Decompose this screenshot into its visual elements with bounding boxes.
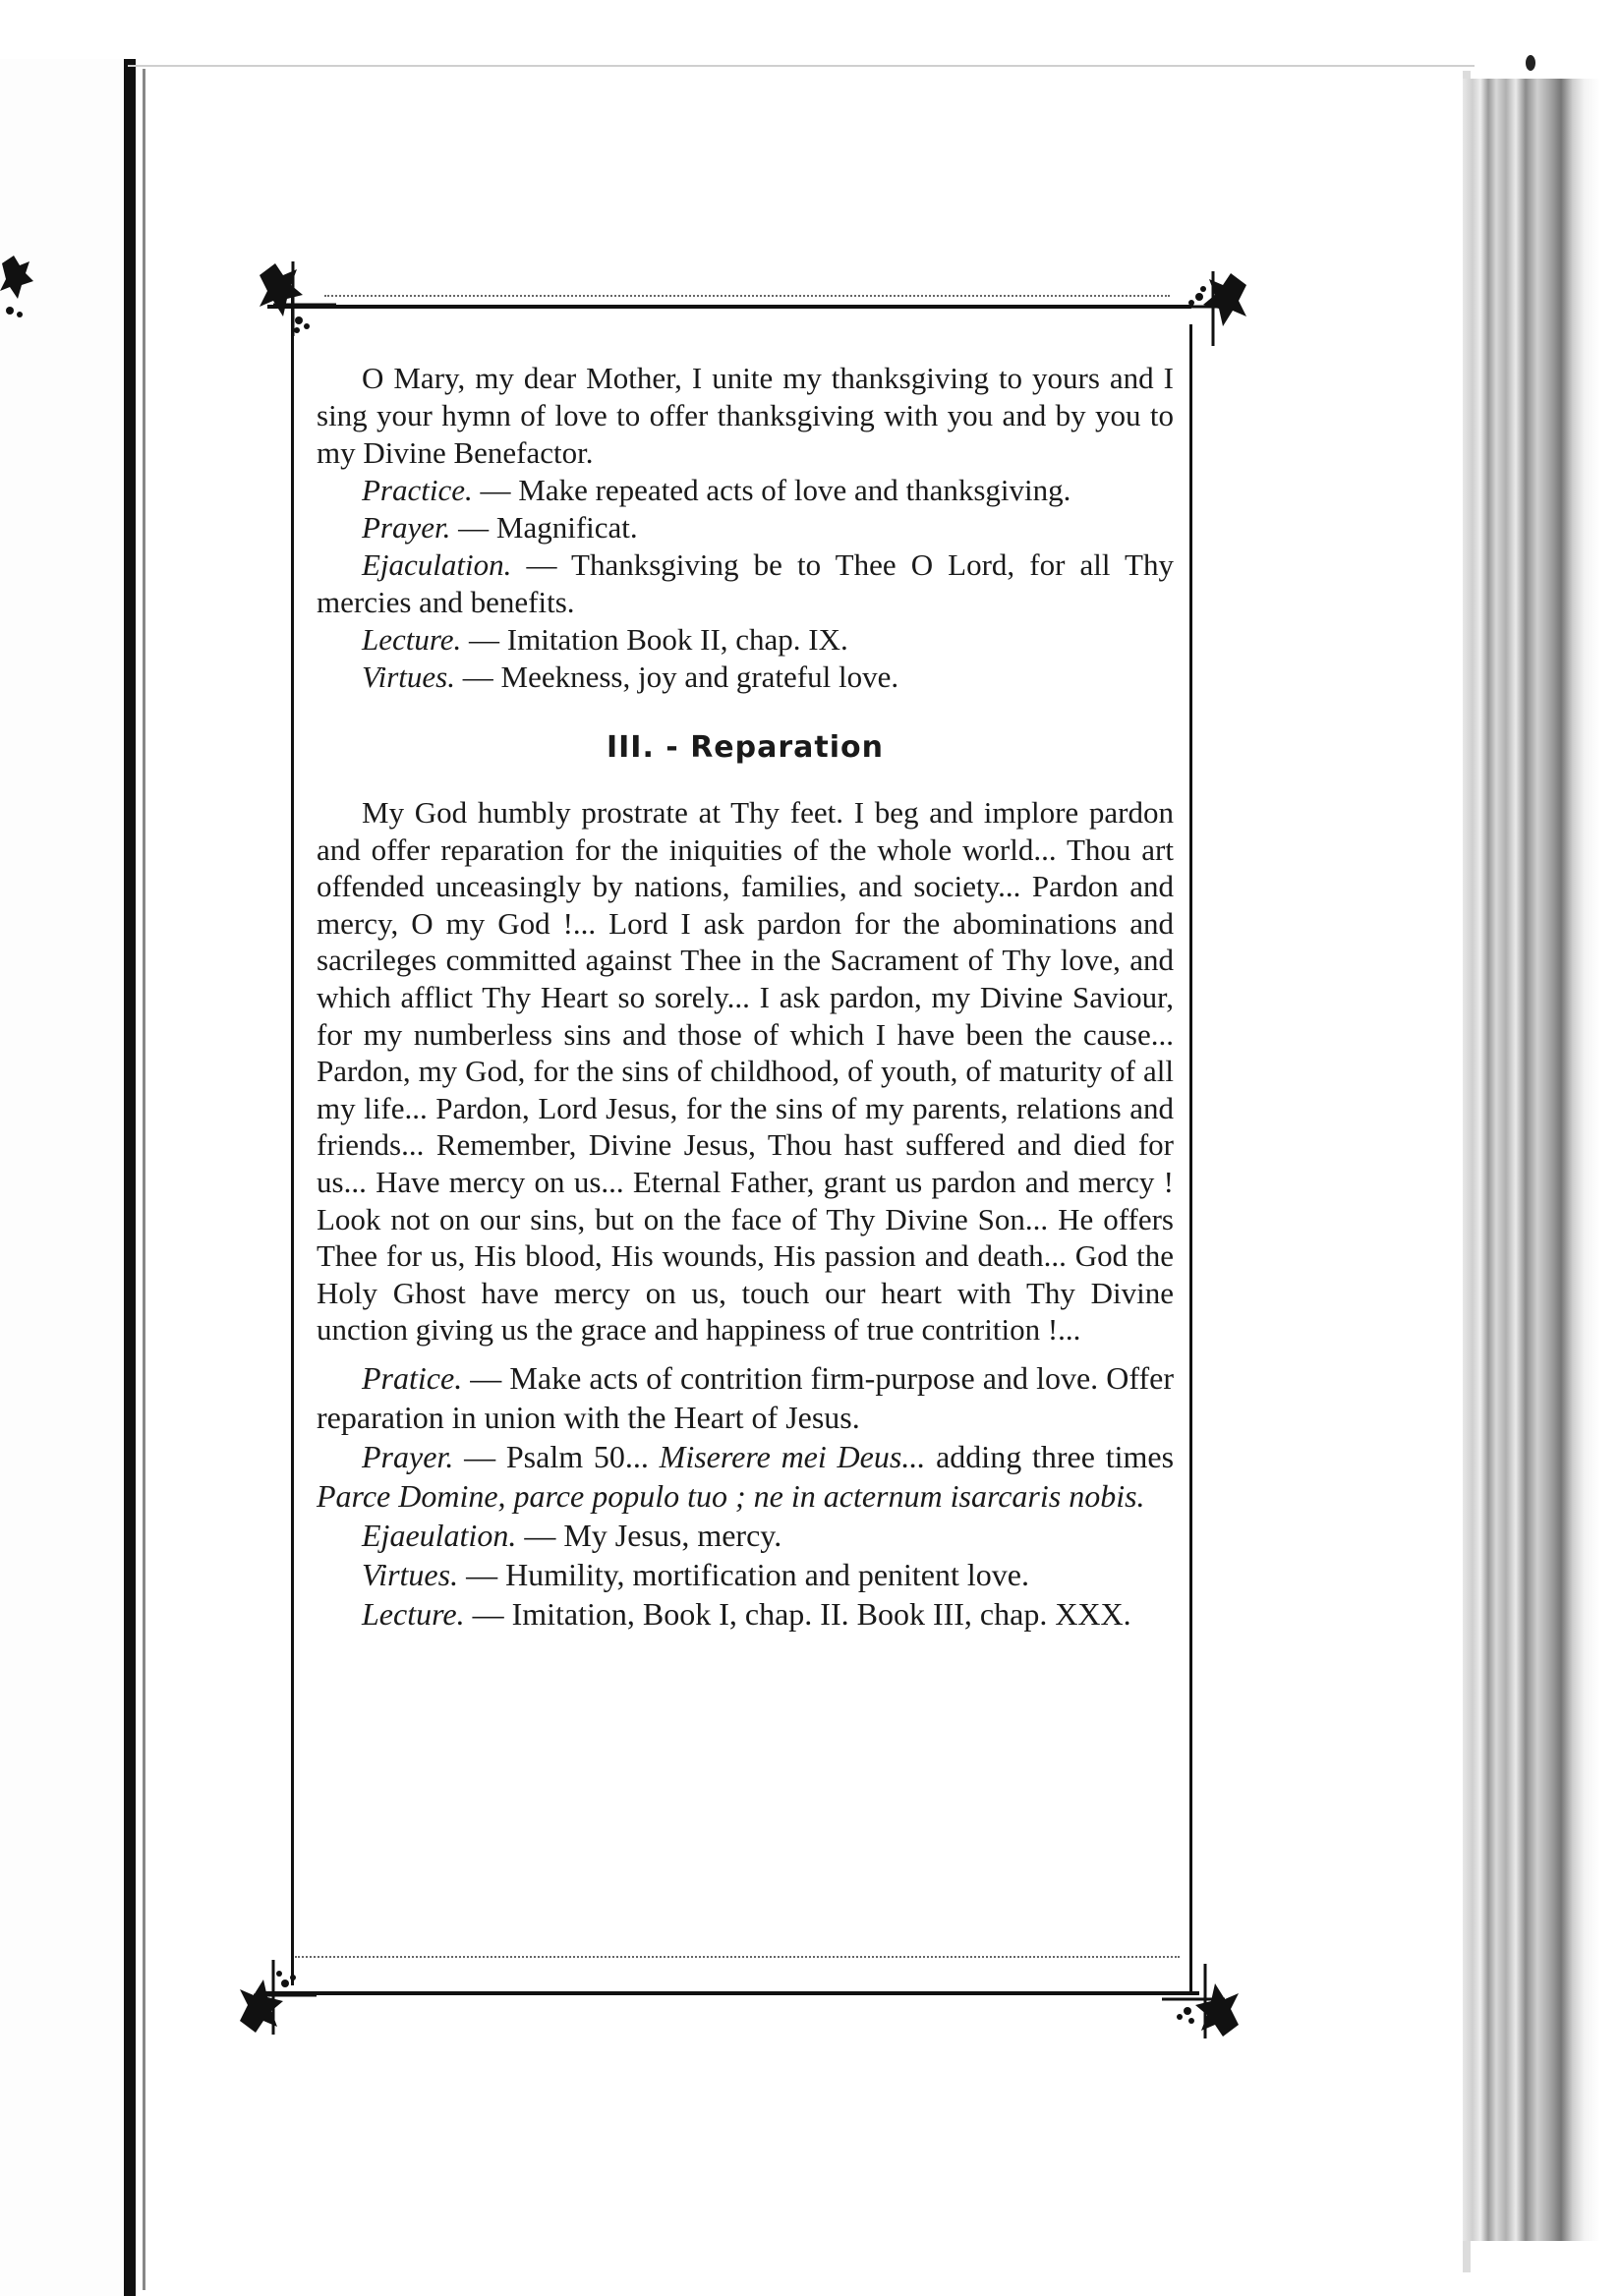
book-gutter [124,59,136,2296]
virtues-2-label: Virtues. [362,1556,459,1592]
frame-left-rule [291,295,294,1985]
page-text [317,360,1174,1634]
ejaculation-label: Ejaculation. [362,547,512,582]
practice-label: Practice. [362,473,473,507]
prayer-psalm-text-b: adding three times [925,1438,1175,1474]
prayer-psalm-label: Prayer. [362,1438,454,1474]
virtues-2-line [317,1555,1174,1594]
pratice-line [317,1358,1174,1437]
stacked-page-edges [1463,79,1620,2241]
practice-line [317,472,1174,509]
scan-top-margin [0,0,1620,67]
prayer-latin-a: Miserere mei Deus... [659,1438,926,1474]
prayer-latin-b: Parce Domine, parce populo tuo ; ne in acternum isarcaris nobis. [317,1477,1145,1514]
ejaculation-text: — Thanksgiving be to Thee O Lord, for all Thy mercies and benefits. [317,547,1174,619]
frame-bottom-rule [258,1991,1199,1995]
practice-text: — Make repeated acts of love and thanksgiving. [472,473,1071,507]
virtues-text: — Meekness, joy and grateful love. [455,660,899,694]
ejaculation-line [317,546,1174,621]
scan-mark [1526,55,1535,71]
lecture-label: Lecture. [362,622,462,657]
reparation-prayer-paragraph: My God humbly prostrate at Thy feet. I beg and implore pardon and offer reparation for the iniquities of the whole world... Thou art offended unceasingly by nations, families, and society... Pardon and mercy, O my God !... Lord I ask pardon for the abominations and sacrileges committed against Thee in the Sacrament of Thy love, and which afflict Thy Heart so sorely... I ask pardon, my Divine Saviour, for my numberless sins and those of which I have been the cause... Pardon, my God, for the sins of childhood, of youth, of maturity of all my life... Pardon, Lord Jesus, for the sins of my parents, relations and friends... Remember, Divine Jesus, Thou hast suffered and died for us... Have mercy on us... Eternal Father, grant us pardon and mercy ! Look not on our sins, but on the face of Thy Divine Son... He offers Thee for us, His blood, His wounds, His passion and death... God the Holy Ghost have mercy on us, touch our heart with Thy Divine unction giving us the grace and happiness of true contrition !... [317,795,1174,1348]
lecture-2-line [317,1594,1174,1634]
virtues-line [317,659,1174,696]
facing-page-ornament-icon [0,256,35,324]
virtues-label: Virtues. [362,660,455,694]
ejaeulation-text: — My Jesus, mercy. [516,1517,782,1553]
lecture-2-text: — Imitation, Book I, chap. II. Book III, chap. XXX. [464,1595,1131,1632]
lecture-line [317,621,1174,659]
lecture-text: — Imitation Book II, chap. IX. [461,622,848,657]
lecture-2-label: Lecture. [362,1595,465,1632]
prayer-psalm-line [317,1437,1174,1516]
mary-thanksgiving-paragraph: O Mary, my dear Mother, I unite my thanksgiving to yours and I sing your hymn of love to offer thanksgiving with you and by you to my Divine Benefactor. [317,361,1174,470]
page-top-edge [128,65,1475,67]
section-heading: III. - Reparation [606,730,885,765]
prayer-psalm-text-a: — Psalm 50... [453,1438,660,1474]
gutter-shadow [143,69,145,2290]
corner-ornament-top-left-icon [254,258,336,340]
prayer-text: — Magnificat. [450,510,638,545]
corner-ornament-top-right-icon [1170,267,1252,350]
prayer-line [317,509,1174,546]
corner-ornament-bottom-left-icon [234,1956,317,2038]
facing-page-edge [0,59,128,2296]
frame-top-rule [267,305,1191,309]
frame-right-rule [1189,324,1192,1995]
ejaeulation-line [317,1516,1174,1555]
prayer-label: Prayer. [362,510,451,545]
frame-bottom-dotted-rule [295,1956,1180,1958]
corner-ornament-bottom-right-icon [1162,1960,1244,2042]
ejaeulation-label: Ejaeulation. [362,1517,517,1553]
pratice-text: — Make acts of contrition firm-purpose and love. Offer reparation in union with the Heart of Jesus. [317,1359,1174,1435]
frame-top-dotted-rule [324,295,1170,297]
virtues-2-text: — Humility, mortification and penitent love. [458,1556,1029,1592]
pratice-label: Pratice. [362,1359,463,1396]
